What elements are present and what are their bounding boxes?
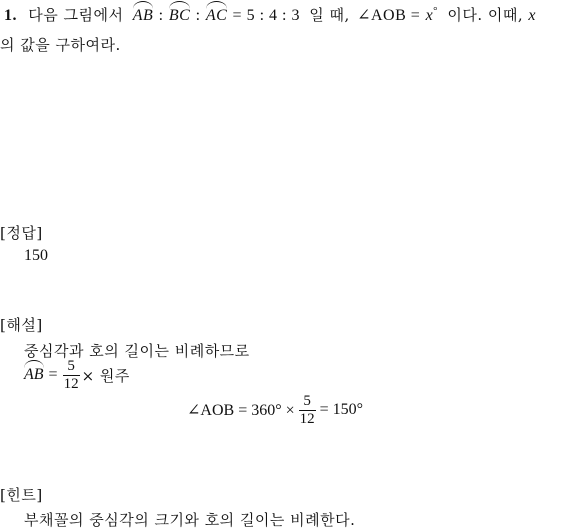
fraction-5-12: $\frac{5}{12}$ bbox=[63, 357, 79, 392]
arc-ac: AC bbox=[206, 7, 227, 25]
question-line-2: 의 값을 구하여라. bbox=[0, 36, 121, 54]
question-when: 일 때, bbox=[309, 6, 350, 24]
x-variable-2: x bbox=[528, 7, 537, 24]
equation-fraction: $\frac{5}{12}$ bbox=[299, 392, 315, 427]
equation-lhs: ∠AOB = 360° × bbox=[187, 402, 295, 419]
arc-bc: BC bbox=[169, 7, 190, 25]
explanation-equation bbox=[187, 390, 363, 430]
ratio-colon: : bbox=[158, 7, 164, 24]
times-circumference: × 원주 bbox=[81, 366, 130, 385]
hint-text: 부채꼴의 중심각의 크기와 호의 길이는 비례한다. bbox=[24, 511, 356, 529]
question-lead: 다음 그림에서 bbox=[28, 6, 124, 24]
angle-expr: ∠AOB = bbox=[357, 7, 421, 24]
equation-rhs: = 150° bbox=[319, 401, 364, 418]
ratio-values: = 5 : 4 : 3 bbox=[232, 7, 300, 24]
question-number: 1. bbox=[4, 7, 17, 24]
explanation-line-1: 중심각과 호의 길이는 비례하므로 bbox=[24, 342, 250, 360]
x-variable: x bbox=[425, 7, 434, 24]
equals-sign: = bbox=[48, 366, 58, 383]
ratio-colon: : bbox=[195, 7, 201, 24]
question-line-1 bbox=[4, 4, 536, 25]
answer-value: 150 bbox=[24, 247, 48, 264]
explanation-line-2 bbox=[24, 356, 130, 394]
arc-ab: AB bbox=[133, 7, 154, 25]
degree-symbol: ° bbox=[433, 5, 439, 17]
question-tail: 이다. 이때, bbox=[447, 6, 524, 24]
arc-ab-explanation: AB bbox=[24, 366, 44, 384]
explanation-header: [해설] bbox=[0, 316, 43, 334]
hint-header: [힌트] bbox=[0, 486, 43, 504]
answer-header: [정답] bbox=[0, 224, 43, 242]
